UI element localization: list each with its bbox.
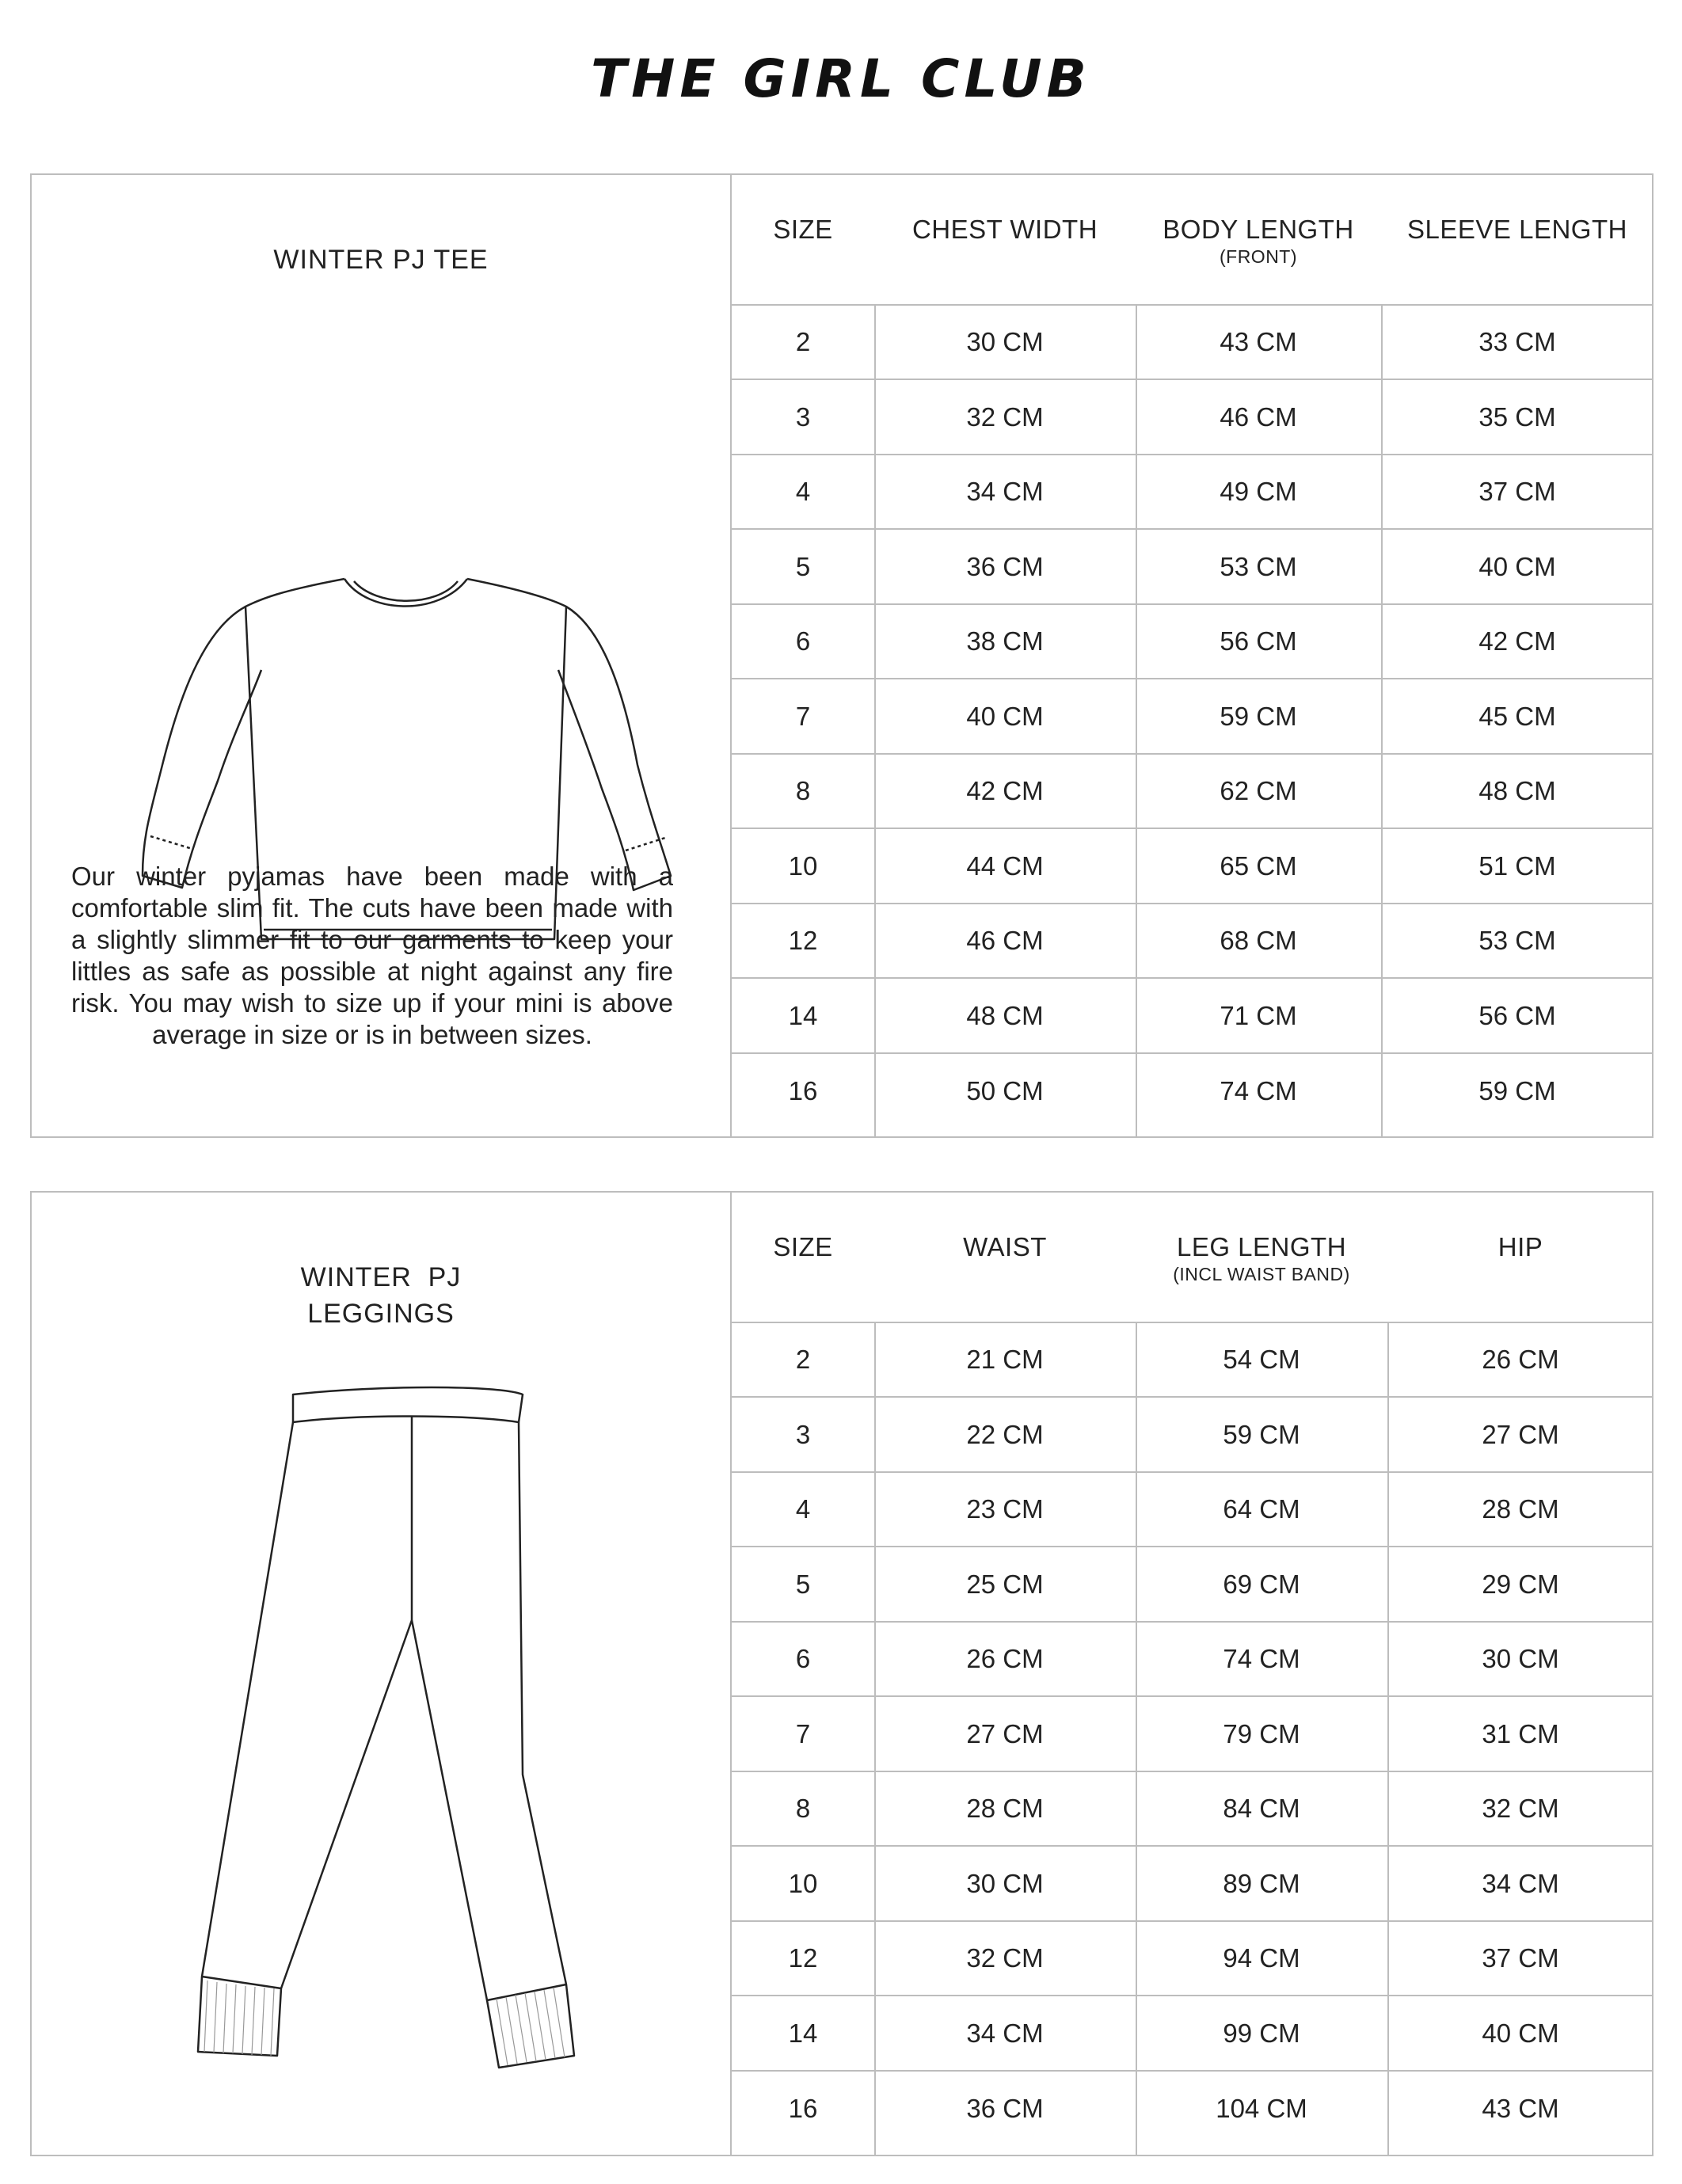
- table-row: [732, 1698, 1652, 1772]
- cell-col-2: 43 CM: [1220, 327, 1297, 356]
- tee-size-panel: [30, 173, 1653, 1138]
- cell-col-2: 54 CM: [1223, 1345, 1300, 1374]
- cell-size: 6: [795, 626, 811, 656]
- cell-size: 8: [795, 776, 811, 805]
- cell-col-3: 27 CM: [1482, 1419, 1559, 1449]
- cell-col-2: 64 CM: [1223, 1494, 1300, 1524]
- cell-col-1: 42 CM: [966, 776, 1044, 805]
- cell-size: 16: [788, 2094, 818, 2123]
- cell-col-2: 69 CM: [1223, 1569, 1300, 1599]
- table-row: [732, 531, 1652, 605]
- cell-size: 5: [795, 1569, 811, 1599]
- cell-size: 2: [795, 1345, 811, 1374]
- leggings-info: [32, 1193, 732, 2155]
- cell-col-2: 79 CM: [1223, 1718, 1300, 1748]
- table-row: [732, 680, 1652, 755]
- header-size: SIZE: [773, 215, 833, 244]
- cell-col-2: 49 CM: [1220, 477, 1297, 506]
- cell-col-3: 45 CM: [1478, 701, 1556, 731]
- table-row: [732, 381, 1652, 455]
- cell-col-3: 51 CM: [1478, 850, 1556, 881]
- cell-col-3: 48 CM: [1478, 776, 1556, 805]
- table-row: [732, 1847, 1652, 1922]
- header-leg-length: LEG LENGTH (INCL WAIST BAND): [1173, 1232, 1350, 1284]
- cell-col-3: 32 CM: [1482, 1794, 1559, 1823]
- table-header: [732, 175, 1652, 306]
- cell-col-2: 89 CM: [1223, 1868, 1300, 1898]
- cell-col-1: 34 CM: [966, 477, 1044, 506]
- cell-col-3: 33 CM: [1478, 327, 1556, 356]
- cell-size: 5: [795, 551, 811, 581]
- cell-col-3: 35 CM: [1478, 401, 1556, 432]
- fit-description: Our winter pyjamas have been made with a comfortable slim fit. The cuts have been made with a slightly slimmer fit to our garments to keep your littles as safe as possible at night against any fire risk. You may wish to size up if your mini is above average in size or is in between sizes.: [71, 862, 673, 1049]
- cell-col-2: 53 CM: [1220, 551, 1297, 581]
- cell-col-1: 44 CM: [966, 850, 1044, 881]
- cell-size: 8: [795, 1794, 811, 1823]
- cell-col-1: 34 CM: [966, 2018, 1044, 2048]
- table-row: [732, 1398, 1652, 1473]
- header-body-length: BODY LENGTH (FRONT): [1163, 215, 1354, 267]
- cell-col-1: 38 CM: [966, 626, 1044, 656]
- cell-col-3: 30 CM: [1482, 1644, 1559, 1673]
- cell-col-1: 48 CM: [966, 1000, 1044, 1030]
- cell-col-1: 46 CM: [966, 926, 1044, 955]
- cell-col-1: 32 CM: [966, 1943, 1044, 1973]
- cell-col-2: 59 CM: [1223, 1419, 1300, 1449]
- cell-col-1: 23 CM: [966, 1494, 1044, 1524]
- cell-col-3: 37 CM: [1482, 1943, 1559, 1973]
- cell-size: 16: [788, 1076, 818, 1105]
- cell-col-2: 62 CM: [1220, 776, 1297, 805]
- cell-col-1: 32 CM: [966, 401, 1044, 432]
- cell-col-2: 56 CM: [1220, 626, 1297, 656]
- cell-size: 4: [795, 477, 811, 506]
- header-chest-width: CHEST WIDTH: [911, 215, 1098, 244]
- cell-col-1: 21 CM: [966, 1345, 1044, 1374]
- cell-col-3: 37 CM: [1478, 477, 1556, 506]
- cell-size: 12: [788, 1943, 818, 1973]
- table-row: [732, 980, 1652, 1054]
- cell-col-2: 59 CM: [1220, 701, 1297, 731]
- table-row: [732, 1623, 1652, 1697]
- cell-col-3: 43 CM: [1482, 2094, 1559, 2123]
- cell-size: 7: [795, 701, 811, 731]
- cell-col-2: 84 CM: [1223, 1794, 1300, 1823]
- cell-col-1: 50 CM: [966, 1076, 1044, 1105]
- cell-size: 12: [788, 926, 818, 955]
- table-header: [732, 1193, 1652, 1323]
- cell-col-2: 65 CM: [1220, 850, 1297, 881]
- leggings-size-table: [732, 1193, 1652, 2155]
- cell-col-2: 68 CM: [1220, 926, 1297, 955]
- logo-text: THE GIRL CLUB: [591, 48, 1091, 109]
- cell-col-1: 36 CM: [966, 551, 1044, 581]
- cell-col-3: 53 CM: [1478, 926, 1556, 955]
- table-row: [732, 1323, 1652, 1398]
- cell-size: 3: [795, 1419, 811, 1449]
- table-row: [732, 306, 1652, 380]
- tee-title: WINTER PJ TEE: [273, 245, 489, 275]
- cell-col-1: 22 CM: [966, 1419, 1044, 1449]
- cell-col-1: 40 CM: [966, 701, 1044, 731]
- cell-col-2: 94 CM: [1223, 1943, 1300, 1973]
- header-hip: HIP: [1497, 1232, 1543, 1261]
- cell-col-3: 31 CM: [1482, 1718, 1559, 1748]
- cell-col-2: 46 CM: [1220, 401, 1297, 432]
- cell-col-3: 40 CM: [1482, 2018, 1559, 2048]
- cell-col-1: 28 CM: [966, 1794, 1044, 1823]
- cell-col-3: 28 CM: [1482, 1494, 1559, 1524]
- leggings-title: WINTER PJ LEGGINGS: [300, 1262, 462, 1329]
- header-size: SIZE: [773, 1232, 833, 1261]
- table-row: [732, 1772, 1652, 1847]
- cell-size: 10: [788, 1868, 818, 1898]
- table-row: [732, 830, 1652, 904]
- cell-col-2: 99 CM: [1223, 2018, 1300, 2048]
- cell-size: 3: [795, 401, 811, 432]
- cell-size: 14: [788, 2018, 818, 2048]
- cell-size: 2: [795, 327, 811, 356]
- cell-size: 7: [795, 1718, 811, 1748]
- cell-col-1: 27 CM: [966, 1718, 1044, 1748]
- table-row: [732, 1548, 1652, 1623]
- leggings-illustration: [150, 1379, 657, 2091]
- table-row: [732, 1473, 1652, 1547]
- header-sleeve-length: SLEEVE LENGTH: [1407, 215, 1627, 244]
- cell-col-1: 36 CM: [966, 2094, 1044, 2123]
- cell-col-3: 59 CM: [1478, 1076, 1556, 1105]
- table-row: [732, 755, 1652, 829]
- cell-col-3: 40 CM: [1478, 551, 1556, 581]
- table-row: [732, 904, 1652, 979]
- table-row: [732, 455, 1652, 530]
- cell-col-1: 25 CM: [966, 1569, 1044, 1599]
- cell-col-2: 74 CM: [1223, 1644, 1300, 1673]
- cell-size: 10: [788, 850, 818, 881]
- cell-col-1: 26 CM: [966, 1644, 1044, 1673]
- table-row: [732, 1997, 1652, 2072]
- cell-col-3: 42 CM: [1478, 626, 1556, 656]
- table-row: [732, 1054, 1652, 1128]
- cell-col-2: 71 CM: [1220, 1000, 1297, 1030]
- cell-col-1: 30 CM: [966, 1868, 1044, 1898]
- cell-size: 4: [795, 1494, 811, 1524]
- cell-col-3: 56 CM: [1478, 1000, 1556, 1030]
- brand-logo: [0, 41, 1682, 112]
- table-row: [732, 2072, 1652, 2146]
- table-row: [732, 1922, 1652, 1996]
- tee-size-table: [732, 175, 1652, 1136]
- cell-size: 6: [795, 1644, 811, 1673]
- cell-col-2: 74 CM: [1220, 1076, 1297, 1105]
- cell-col-1: 30 CM: [966, 327, 1044, 356]
- tee-info: [32, 175, 732, 1136]
- cell-col-3: 29 CM: [1482, 1569, 1559, 1599]
- table-row: [732, 605, 1652, 679]
- cell-size: 14: [788, 1000, 818, 1030]
- cell-col-2: 104 CM: [1216, 2094, 1307, 2123]
- cell-col-3: 34 CM: [1482, 1868, 1559, 1898]
- cell-col-3: 26 CM: [1482, 1345, 1559, 1374]
- leggings-size-panel: [30, 1191, 1653, 2156]
- header-waist: WAIST: [963, 1232, 1047, 1261]
